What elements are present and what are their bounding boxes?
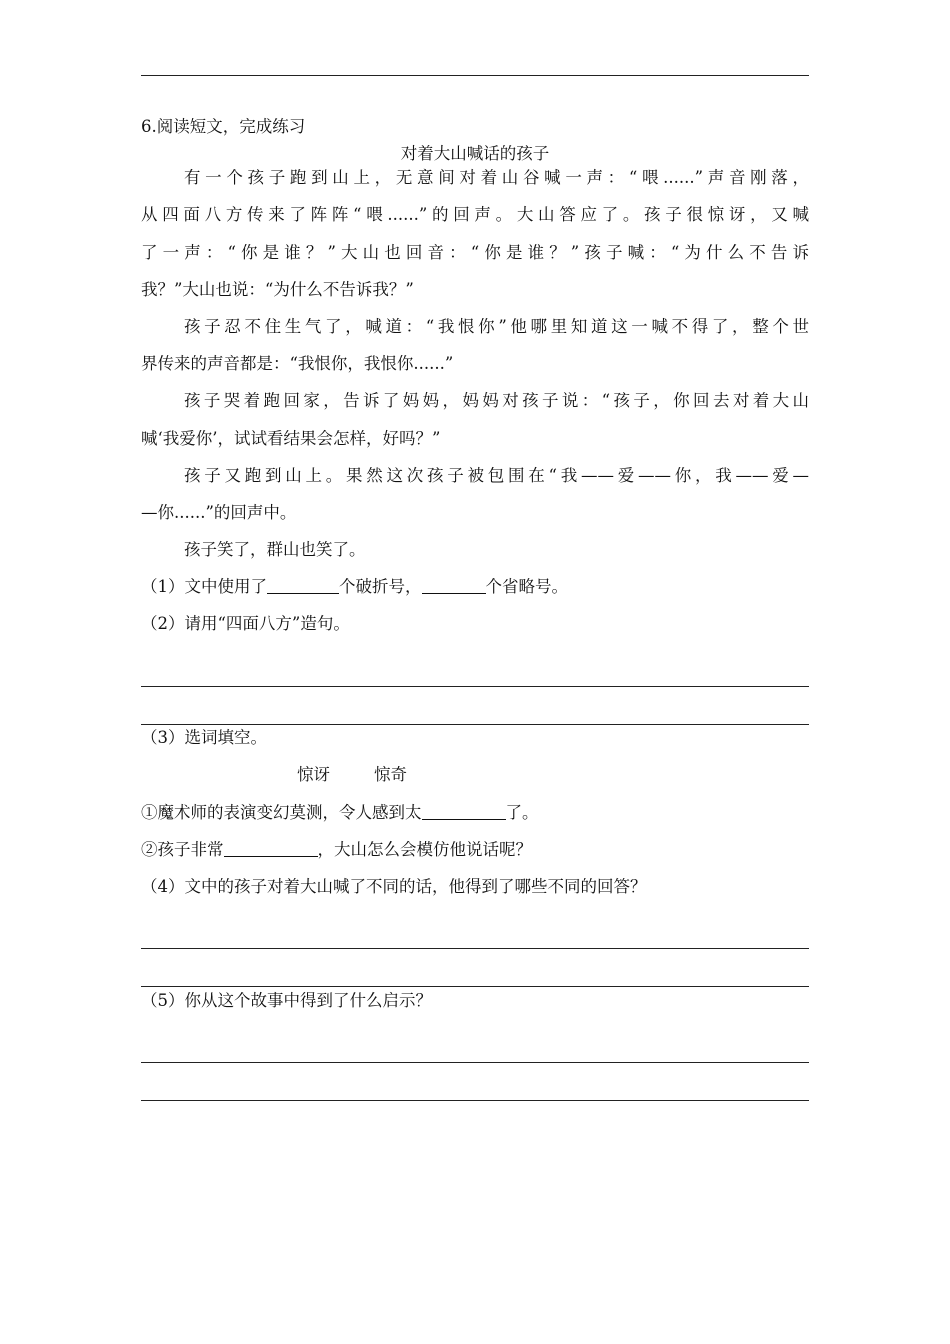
question-4: （4）文中的孩子对着大山喊了不同的话，他得到了哪些不同的回答？: [141, 877, 647, 896]
passage-line: 从四面八方传来了阵阵“喂......”的回声。大山答应了。孩子很惊讶，又喊: [141, 205, 809, 224]
question-heading: 6.阅读短文，完成练习: [141, 117, 306, 136]
question-5: （5）你从这个故事中得到了什么启示？: [141, 991, 432, 1010]
answer-line-q5-1[interactable]: [141, 1062, 809, 1063]
word-option-1: 惊讶: [297, 765, 330, 784]
passage-line: 孩子哭着跑回家，告诉了妈妈，妈妈对孩子说：“孩子，你回去对着大山: [184, 391, 809, 410]
passage-line: 孩子又跑到山上。果然这次孩子被包围在“我——爱——你，我——爱—: [184, 466, 809, 485]
passage-line: 喊‘我爱你’，试试看结果会怎样，好吗？”: [141, 429, 441, 448]
answer-line-q5-2[interactable]: [141, 1100, 809, 1101]
question-3-item-1-text-a: ①魔术师的表演变幻莫测，令人感到太: [141, 803, 422, 822]
question-3: （3）选词填空。: [141, 728, 267, 747]
answer-line-q4-1[interactable]: [141, 948, 809, 949]
passage-line: 了一声：“你是谁？”大山也回音：“你是谁？”孩子喊：“为什么不告诉: [141, 243, 809, 262]
question-1: [141, 577, 568, 597]
question-3-item-1-text-b: 了。: [505, 803, 539, 822]
answer-line-q2-2[interactable]: [141, 724, 809, 725]
question-1-text-b: 个破折号，: [339, 577, 422, 596]
passage-line: 界传来的声音都是：“我恨你，我恨你......”: [141, 354, 454, 373]
passage-line: —你......”的回声中。: [141, 503, 297, 522]
question-1-text-c: 个省略号。: [485, 577, 568, 596]
question-1-text-a: （1）文中使用了: [141, 577, 267, 596]
passage-line: 有一个孩子跑到山上，无意间对着山谷喊一声：“喂......”声音刚落，: [184, 168, 809, 187]
fill-blank-2[interactable]: [224, 840, 318, 857]
fill-blank-1[interactable]: [422, 803, 506, 820]
passage-title: 对着大山喊话的孩子: [400, 144, 550, 163]
passage-line: 我？”大山也说：“为什么不告诉我？”: [141, 280, 414, 299]
dash-count-blank[interactable]: [267, 577, 339, 594]
passage-line: 孩子笑了，群山也笑了。: [184, 540, 366, 559]
word-option-2: 惊奇: [374, 765, 407, 784]
ellipsis-count-blank[interactable]: [422, 577, 486, 594]
question-2: （2）请用“四面八方”造句。: [141, 614, 350, 633]
question-3-item-2-text-a: ②孩子非常: [141, 840, 224, 859]
question-3-item-1: [141, 803, 539, 823]
question-3-item-2-text-b: ，大山怎么会模仿他说话呢？: [317, 840, 532, 859]
question-3-item-2: [141, 840, 532, 860]
answer-line-q4-2[interactable]: [141, 986, 809, 987]
answer-line-q2-1[interactable]: [141, 686, 809, 687]
header-rule: [141, 75, 809, 76]
passage-line: 孩子忍不住生气了，喊道：“我恨你”他哪里知道这一喊不得了，整个世: [184, 317, 809, 336]
